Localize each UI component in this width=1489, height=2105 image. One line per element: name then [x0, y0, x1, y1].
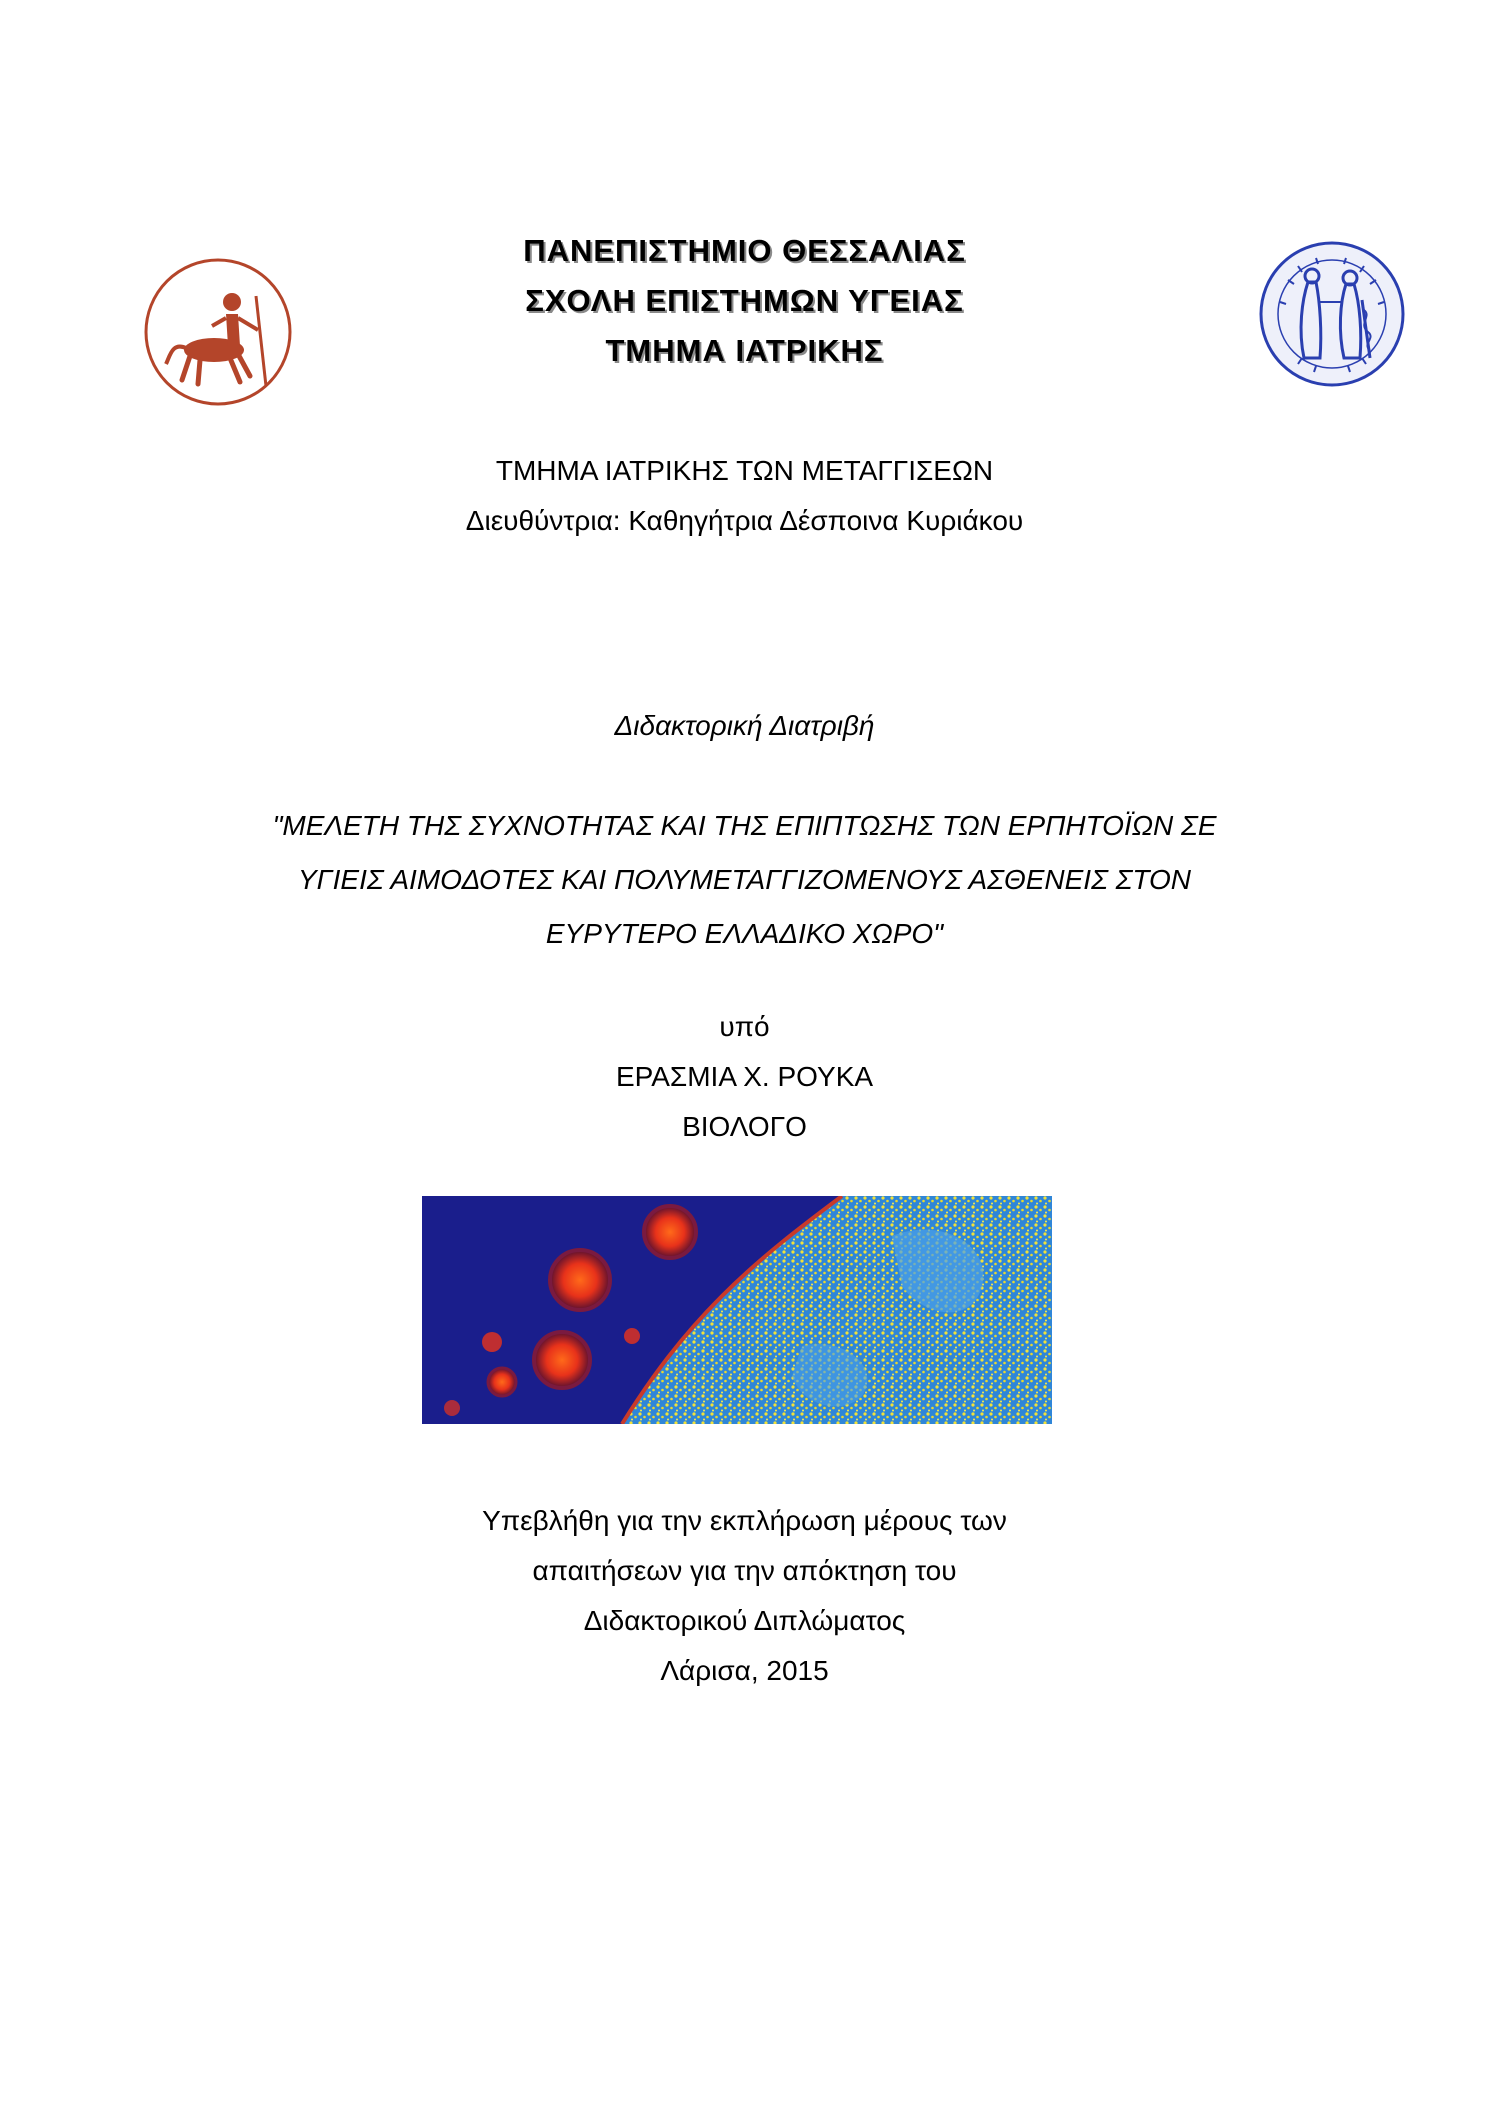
author-profession: ΒΙΟΛΟΓΟ	[682, 1111, 807, 1142]
by-label: υπό	[719, 1011, 770, 1042]
unit-name: ΤΜΗΜΑ ΙΑΤΡΙΚΗΣ ΤΩΝ ΜΕΤΑΓΓΙΣΕΩΝ	[495, 455, 994, 486]
university-name: ΠΑΝΕΠΙΣΤΗΜΙΟ ΘΕΣΣΑΛΙΑΣ	[523, 233, 966, 268]
herpesvirus-micrograph	[422, 1196, 1052, 1424]
submission-line: Υπεβλήθη για την εκπλήρωση μέρους των	[482, 1505, 1007, 1536]
thesis-type: Διδακτορική Διατριβή	[614, 710, 875, 741]
department-name: ΤΜΗΜΑ ΙΑΤΡΙΚΗΣ	[605, 333, 884, 368]
thesis-title-line: ΕΥΡΥΤΕΡΟ ΕΛΛΑΔΙΚΟ ΧΩΡΟ"	[545, 918, 944, 949]
author-name: ΕΡΑΣΜΙΑ Χ. ΡΟΥΚΑ	[615, 1061, 874, 1092]
unit-director: Διευθύντρια: Καθηγήτρια Δέσποινα Κυριάκου	[465, 505, 1024, 536]
thesis-title-line: "ΜΕΛΕΤΗ ΤΗΣ ΣΥΧΝΟΤΗΤΑΣ ΚΑΙ ΤΗΣ ΕΠΙΠΤΩΣΗΣ ΤΩΝ ΕΡΠΗΤΟΪΩΝ ΣΕ	[272, 810, 1217, 841]
school-name: ΣΧΟΛΗ ΕΠΙΣΤΗΜΩΝ ΥΓΕΙΑΣ	[525, 283, 964, 318]
submission-line: Διδακτορικού Διπλώματος	[583, 1605, 906, 1636]
place-date: Λάρισα, 2015	[660, 1655, 829, 1686]
submission-line: απαιτήσεων για την απόκτηση του	[532, 1555, 957, 1586]
thesis-title-line: ΥΓΙΕΙΣ ΑΙΜΟΔΟΤΕΣ ΚΑΙ ΠΟΛΥΜΕΤΑΓΓΙΖΟΜΕΝΟΥΣ ΑΣΘΕΝΕΙΣ ΣΤΟΝ	[297, 864, 1192, 895]
